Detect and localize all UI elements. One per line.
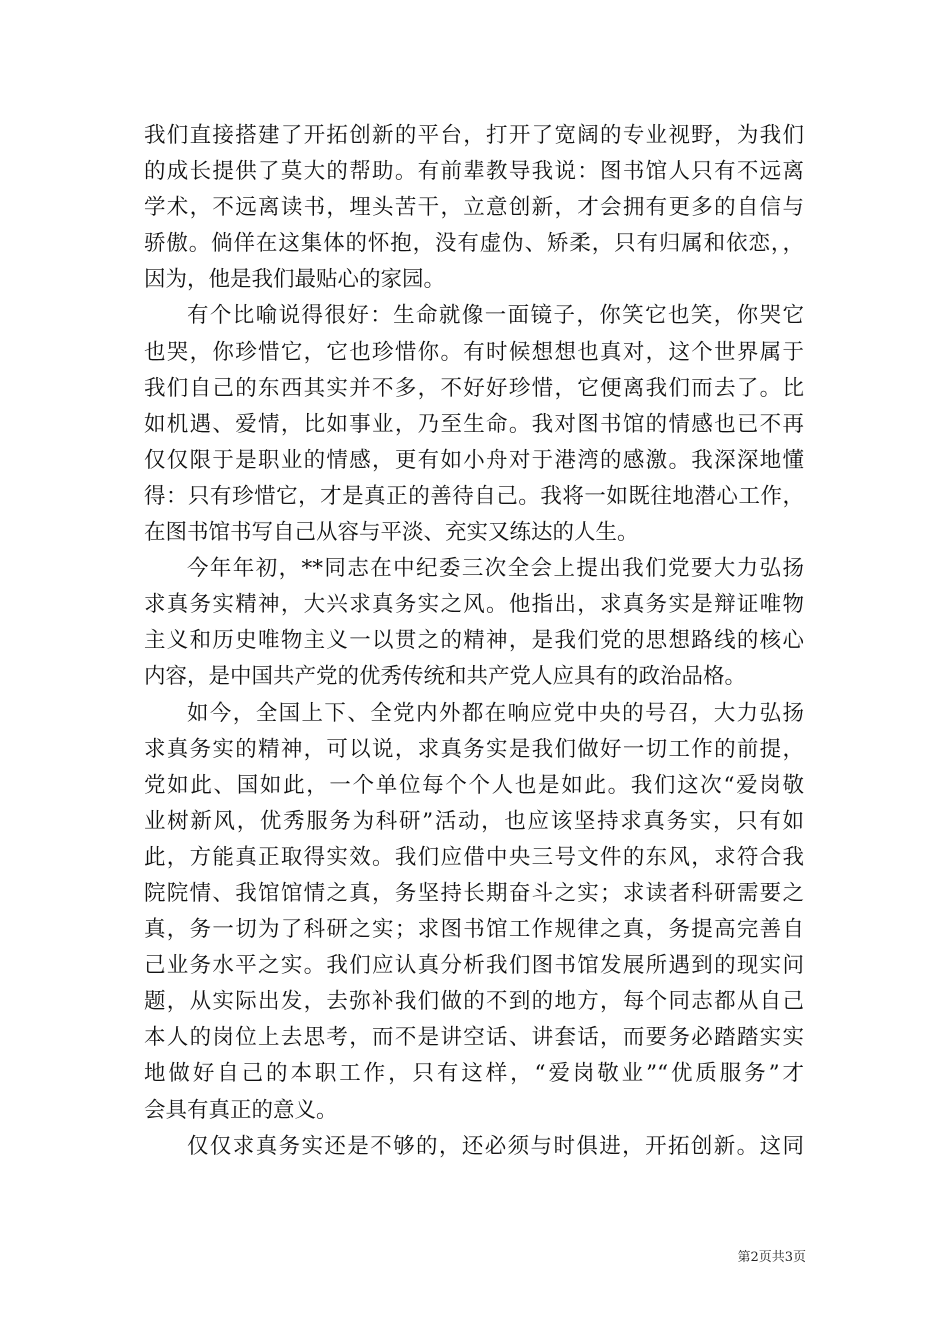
paragraph-first-line: 今年年初，**同志在中纪委三次全会上提出我们党要大力弘扬 (187, 556, 804, 582)
text-line: 的成长提供了莫大的帮助。有前辈教导我说：图书馆人只有不远离 (144, 159, 804, 185)
text-line: 题，从实际出发，去弥补我们做的不到的地方，每个同志都从自己 (144, 989, 804, 1015)
text-line: 真，务一切为了科研之实；求图书馆工作规律之真，务提高完善自 (144, 917, 804, 943)
paragraph-first-line: 仅仅求真务实还是不够的，还必须与时俱进，开拓创新。这同 (187, 1133, 804, 1159)
paragraph-first-line: 如今，全国上下、全党内外都在响应党中央的号召，大力弘扬 (187, 700, 804, 726)
text-line: 我们直接搭建了开拓创新的平台，打开了宽阔的专业视野，为我们 (144, 123, 804, 148)
text-line: 地做好自己的本职工作，只有这样，“爱岗敬业”“优质服务”才 (144, 1061, 804, 1087)
text-line: 学术，不远离读书，埋头苦干，立意创新，才会拥有更多的自信与 (144, 195, 804, 221)
text-line: 也哭，你珍惜它，它也珍惜你。有时候想想也真对，这个世界属于 (144, 339, 804, 365)
body-text (144, 118, 804, 1165)
text-line: 内容，是中国共产党的优秀传统和共产党人应具有的政治品格。 (144, 664, 747, 690)
text-line: 党如此、国如此，一个单位每个个人也是如此。我们这次“爱岗敬 (144, 772, 804, 798)
text-line: 我们自己的东西其实并不多，不好好珍惜，它便离我们而去了。比 (144, 375, 804, 401)
text-line: 己业务水平之实。我们应认真分析我们图书馆发展所遇到的现实问 (144, 953, 804, 979)
text-line: 业树新风，优秀服务为科研”活动，也应该坚持求真务实，只有如 (144, 808, 804, 834)
text-line: 得：只有珍惜它，才是真正的善待自己。我将一如既往地潜心工作， (144, 483, 804, 509)
text-line: 仅仅限于是职业的情感，更有如小舟对于港湾的感激。我深深地懂 (144, 447, 804, 473)
text-line: 因为，他是我们最贴心的家园。 (144, 267, 446, 293)
text-line: 院院情、我馆馆情之真，务坚持长期奋斗之实；求读者科研需要之 (144, 880, 804, 906)
text-line: 在图书馆书写自己从容与平淡、充实又练达的人生。 (144, 520, 639, 546)
text-line: 会具有真正的意义。 (144, 1097, 338, 1123)
paragraph-first-line: 有个比喻说得很好：生命就像一面镜子，你笑它也笑，你哭它 (187, 303, 804, 329)
text-line: 求真务实精神，大兴求真务实之风。他指出，求真务实是辩证唯物 (144, 592, 804, 618)
text-line: 此，方能真正取得实效。我们应借中央三号文件的东风，求符合我 (144, 844, 804, 870)
text-line: 如机遇、爱情，比如事业，乃至生命。我对图书馆的情感也已不再 (144, 411, 804, 437)
page-number: 第2页共3页 (737, 1250, 806, 1265)
text-line: 求真务实的精神，可以说，求真务实是我们做好一切工作的前提， (144, 736, 804, 762)
text-line: 骄傲。倘佯在这集体的怀抱，没有虚伪、矫柔，只有归属和依恋，， (144, 231, 804, 257)
text-line: 主义和历史唯物主义一以贯之的精神，是我们党的思想路线的核心 (144, 628, 804, 654)
text-line: 本人的岗位上去思考，而不是讲空话、讲套话，而要务必踏踏实实 (144, 1025, 804, 1051)
